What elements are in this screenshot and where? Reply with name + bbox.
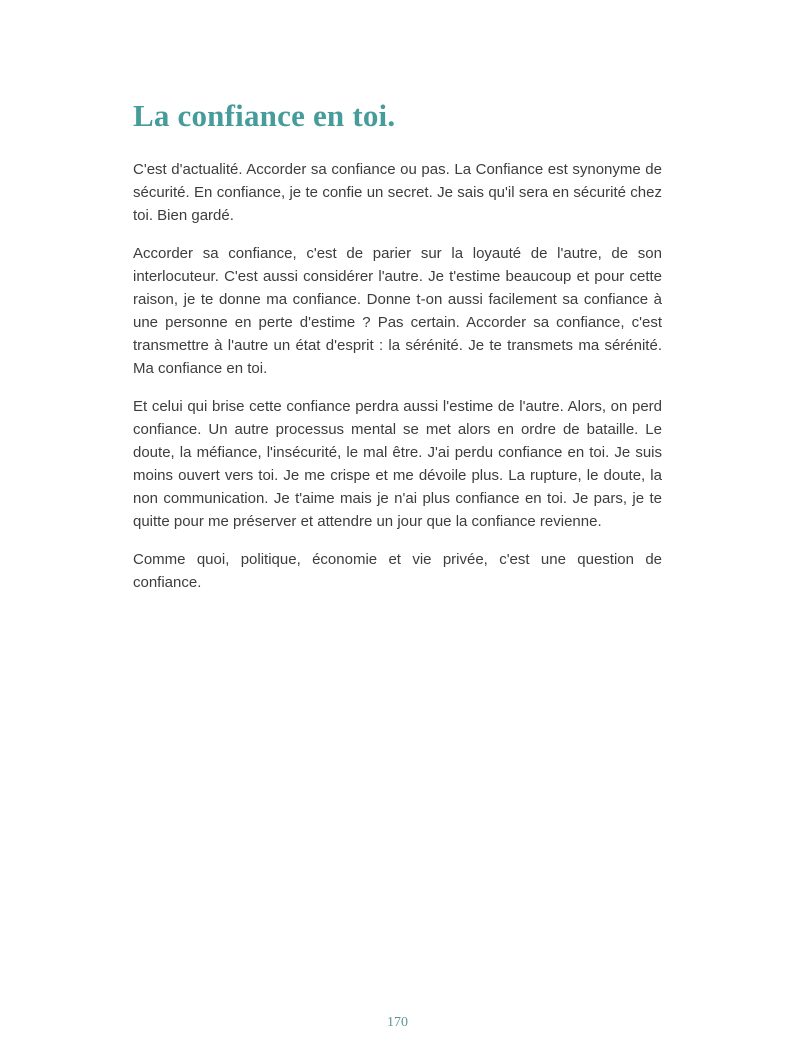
paragraph-2: Accorder sa confiance, c'est de parier sur la loyauté de l'autre, de son interlocuteur. C'est aussi considérer l'autre. Je t'estime beaucoup et pour cette raison, je te donne ma confiance. Donne t-on aussi facilement sa confiance à une personne en perte d'estime ? Pas certain. Accorder sa confiance, c'est transmettre à l'autre un état d'esprit : la sérénité. Je te transmets ma sérénité. Ma confiance en toi.	[133, 244, 662, 377]
page-title: La confiance en toi.	[133, 98, 396, 133]
paragraph-1: C'est d'actualité. Accorder sa confiance ou pas. La Confiance est synonyme de sécurité. En confiance, je te confie un secret. Je sais qu'il sera en sécurité chez toi. Bien gardé.	[133, 160, 662, 224]
paragraph-4: Comme quoi, politique, économie et vie privée, c'est une question de confiance.	[133, 550, 662, 591]
paragraph-3: Et celui qui brise cette confiance perdra aussi l'estime de l'autre. Alors, on perd confiance. Un autre processus mental se met alors en ordre de bataille. Le doute, la méfiance, l'insécurité, le mal être. J'ai perdu confiance en toi. Je suis moins ouvert vers toi. Je me crispe et me dévoile plus. La rupture, le doute, la non communication. Je t'aime mais je n'ai plus confiance en toi. Je pars, je te quitte pour me préserver et attendre un jour que la confiance revienne.	[133, 397, 662, 530]
page-number: 170	[387, 1015, 408, 1030]
